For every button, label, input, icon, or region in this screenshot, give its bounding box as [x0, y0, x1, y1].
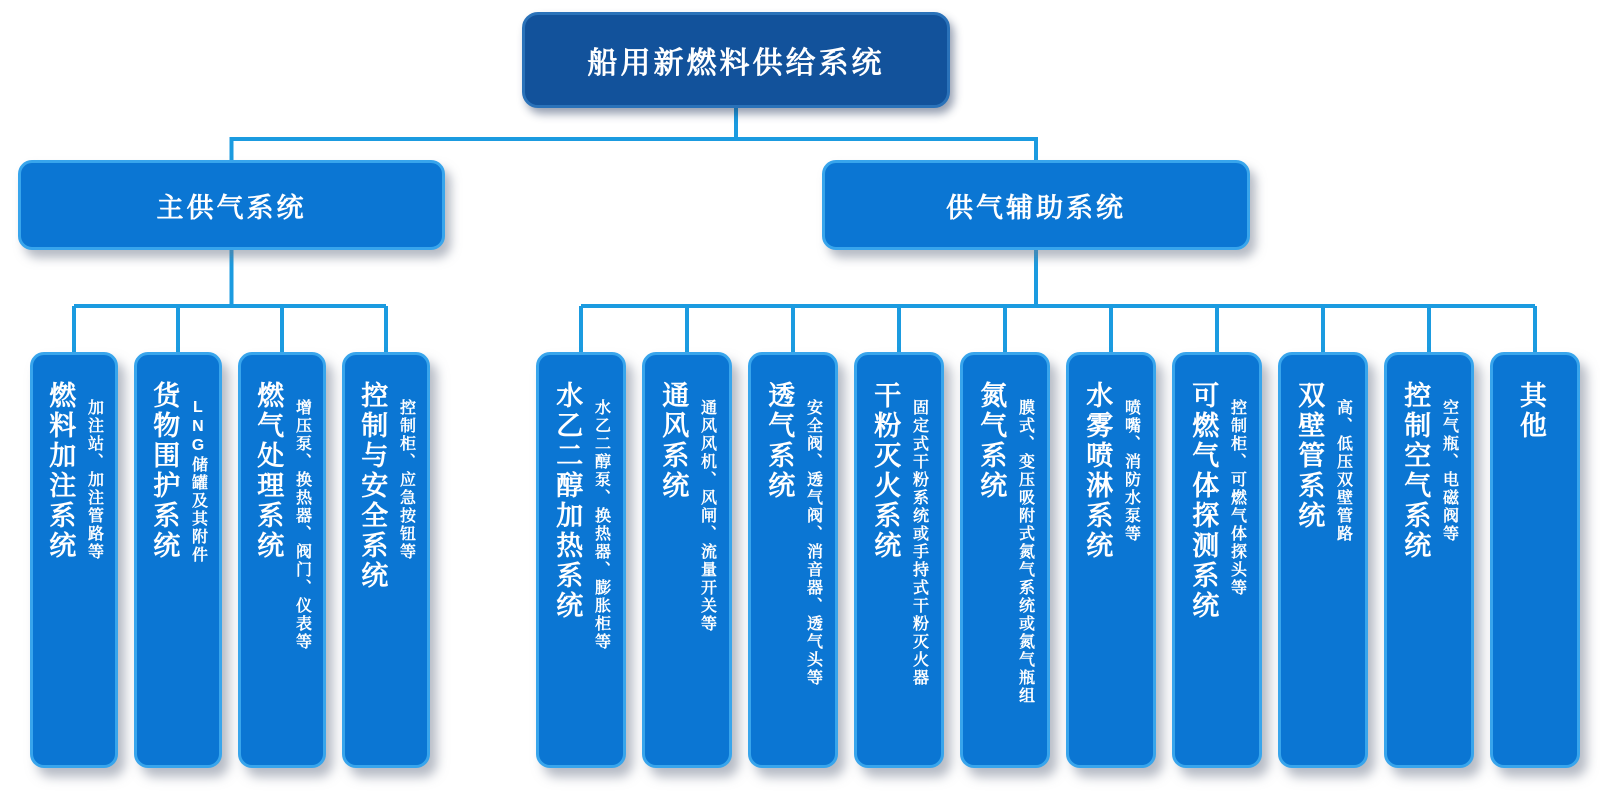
root-node — [522, 12, 950, 108]
connector-right-branch — [581, 248, 1535, 355]
leaf-subtitle: 膜式、变压吸附式氮气系统或氮气瓶组 — [1016, 399, 1034, 705]
leaf-other — [1490, 352, 1580, 768]
root-label: 船用新燃料供给系统 — [587, 47, 885, 80]
gas-supply-auxiliary-node — [822, 160, 1250, 250]
leaf-venting-system — [748, 352, 838, 768]
leaf-subtitle: 通风风机、风闸、流量开关等 — [698, 399, 716, 633]
leaf-gas-processing-system — [238, 352, 326, 768]
leaf-dry-powder-fire-extinguishing-system — [854, 352, 944, 768]
leaf-title: 可燃气体探测系统 — [1188, 381, 1219, 621]
leaf-title: 燃料加注系统 — [45, 381, 76, 561]
connector-left-branch — [74, 248, 386, 355]
leaf-title: 控制空气系统 — [1400, 381, 1431, 561]
leaf-subtitle: 喷嘴、消防水泵等 — [1122, 399, 1140, 543]
leaf-title: 其他 — [1515, 381, 1546, 441]
leaf-subtitle: 控制柜、应急按钮等 — [397, 399, 415, 561]
leaf-ventilation-system — [642, 352, 732, 768]
leaf-title: 水乙二醇加热系统 — [552, 381, 583, 621]
leaf-water-mist-spray-system — [1066, 352, 1156, 768]
leaf-subtitle: 固定式干粉系统或手持式干粉灭火器 — [910, 399, 928, 687]
leaf-title: 通风系统 — [658, 381, 689, 501]
leaf-control-and-safety-system — [342, 352, 430, 768]
leaf-subtitle: 空气瓶、电磁阀等 — [1440, 399, 1458, 543]
leaf-subtitle: 水乙二醇泵、换热器、膨胀柜等 — [592, 399, 610, 651]
leaf-title: 控制与安全系统 — [357, 381, 388, 591]
leaf-nitrogen-system — [960, 352, 1050, 768]
leaf-title: 燃气处理系统 — [253, 381, 284, 561]
connector-top-section — [232, 106, 1037, 163]
leaf-double-wall-pipe-system — [1278, 352, 1368, 768]
leaf-title: 货物围护系统 — [149, 381, 180, 561]
leaf-subtitle: LNG储罐及其附件 — [189, 399, 207, 564]
leaf-title: 干粉灭火系统 — [870, 381, 901, 561]
leaf-title: 氮气系统 — [976, 381, 1007, 501]
leaf-title: 双壁管系统 — [1294, 381, 1325, 531]
leaf-cargo-containment-system — [134, 352, 222, 768]
leaf-flammable-gas-detection-system — [1172, 352, 1262, 768]
main-gas-supply-children — [30, 352, 430, 768]
leaf-glycol-water-heating-system — [536, 352, 626, 768]
leaf-subtitle: 高、低压双壁管路 — [1334, 399, 1352, 543]
leaf-subtitle: 增压泵、换热器、阀门、仪表等 — [293, 399, 311, 651]
leaf-title: 透气系统 — [764, 381, 795, 501]
main-gas-supply-label: 主供气系统 — [156, 192, 307, 223]
leaf-subtitle: 控制柜、可燃气体探头等 — [1228, 399, 1246, 597]
main-gas-supply-node — [18, 160, 445, 250]
leaf-fuel-bunkering-system — [30, 352, 118, 768]
leaf-subtitle: 安全阀、透气阀、消音器、透气头等 — [804, 399, 822, 687]
leaf-control-air-system — [1384, 352, 1474, 768]
leaf-subtitle: 加注站、加注管路等 — [85, 399, 103, 561]
leaf-title: 水雾喷淋系统 — [1082, 381, 1113, 561]
gas-supply-auxiliary-children — [536, 352, 1580, 768]
gas-supply-auxiliary-label: 供气辅助系统 — [946, 192, 1126, 223]
